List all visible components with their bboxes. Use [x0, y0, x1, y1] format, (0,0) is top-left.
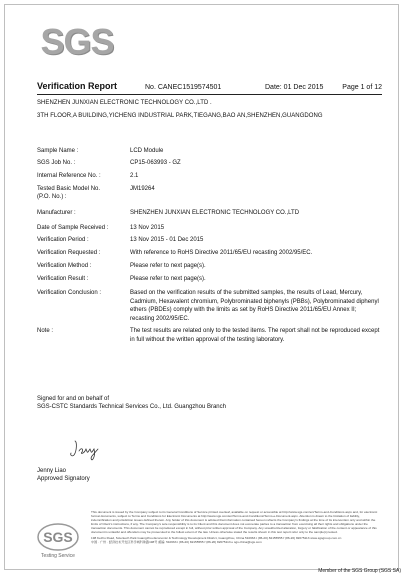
field-value: LCD Module — [130, 148, 164, 154]
seal-label: Testing Service — [41, 553, 75, 559]
field-row — [37, 236, 382, 245]
field-row — [37, 172, 382, 181]
report-number: No. CANEC1519574501 — [145, 84, 222, 91]
field-row — [37, 185, 382, 201]
field-label: Verification Period : — [37, 237, 89, 243]
field-label: Verification Result : — [37, 276, 89, 282]
report-date: Date: 01 Dec 2015 — [265, 84, 324, 91]
signature-icon — [67, 437, 107, 461]
field-value: Please refer to next page(s). — [130, 263, 206, 269]
field-row — [37, 159, 382, 168]
field-value: JM19264 — [130, 186, 155, 192]
handwritten-signature — [67, 437, 107, 466]
footer-address-cn: 中国 · 广州 · 经济技术开发区科学城科珠路198号 邮编: 510663 t (86-20) 82155555 f (86-20) 82075113 e sgs.china@sgs.com — [91, 540, 262, 544]
company-name: SHENZHEN JUNXIAN ELECTRONIC TECHNOLOGY CO.,LTD . — [37, 100, 212, 106]
report-page — [4, 4, 399, 570]
signed-for-company: SGS-CSTC Standards Technical Services Co., Ltd. Guangzhou Branch — [37, 404, 226, 410]
sgs-testing-seal — [35, 517, 81, 563]
field-label: SGS Job No. : — [37, 160, 76, 166]
field-value: The test results are related only to the tested items. The report shall not be reproduced except in full without the written approval of the testing laboratory. — [130, 328, 380, 343]
field-value: 13 Nov 2015 — [130, 225, 165, 231]
field-row — [37, 224, 382, 233]
report-title: Verification Report — [37, 81, 118, 91]
signatory-title: Approved Signatory — [37, 476, 90, 482]
field-label-line: (P.O. No.) : — [37, 194, 67, 200]
footer-address: 198 Kezhu Road, Scientech Park Guangzhou Economic & Technology Development District, Guangzhou, China 510663 t (86-20) 82155555 f (86-20) 82075113 www.sgsgroup.com.cn — [91, 536, 342, 540]
field-value: Please refer to next page(s). — [130, 276, 206, 282]
field-value: Based on the verification results of the submitted samples, the results of Lead, Mercury, Cadmium, Hexavalent chromium, Polybrominated biphenyls (PBBs), Polybrominated diphenyl ethers (PBDEs) comply with the limits as set by RoHS Directive 2011/65/EU Annex II; recasting 2002/95/EC. — [130, 290, 379, 322]
field-row — [37, 327, 382, 344]
signatory-block — [37, 467, 90, 483]
field-label-line: Tested Basic Model No. — [37, 186, 101, 192]
sgs-logo — [40, 21, 114, 63]
field-row — [37, 262, 382, 271]
field-value: CP15-063993 - GZ — [130, 160, 181, 166]
page-number: Page 1 of 12 — [342, 84, 382, 91]
sgs-seal-icon — [35, 517, 81, 563]
field-label: Verification Conclusion : — [37, 290, 102, 296]
signatory-name: Jenny Liao — [37, 468, 67, 474]
field-row — [37, 275, 382, 284]
field-label: Note : — [37, 328, 54, 334]
field-value: SHENZHEN JUNXIAN ELECTRONIC TECHNOLOGY CO.,LTD — [130, 210, 300, 216]
company-address: 3TH FLOOR,A BUILDING,YICHENG INDUSTRIAL PARK,TIEGANG,BAO AN,SHENZHEN,GUANGDONG — [37, 113, 323, 119]
sgs-group-member-note: Member of the SGS Group (SGS SA) — [318, 568, 401, 574]
footer-terms — [91, 510, 381, 566]
field-label: Verification Method : — [37, 263, 92, 269]
footer-small-print: This document is issued by the Company subject to its General Conditions of Service printed overleaf, available on request or accessible at http://www.sgs.com/en/Terms-and-Conditions.aspx and, for electronic format documents, subject to Terms and Conditions for Electronic Documents at http://www.sgs.com/en/Terms-and-Conditions/Terms-e-Document.aspx. Attention is drawn to the limitation of liability, indemnification and jurisdiction issues defined therein. Any holder of this document is advised that information contained hereon reflects the Company's findings at the time of its intervention only and within the limits of Client's instructions, if any. The Company's sole responsibility is to its Client and this document does not exonerate parties to a transaction from exercising all their rights and obligations under the transaction documents. This document cannot be reproduced except in full, without prior written approval of the Company. Any unauthorized alteration, forgery or falsification of the content or appearance of this document is unlawful and offenders may be prosecuted to the fullest extent of the law. Unless otherwise stated the results shown in this test report refer only to the sample(s) tested. — [91, 510, 378, 534]
header-divider — [37, 94, 382, 95]
field-value: 13 Nov 2015 - 01 Dec 2015 — [130, 237, 204, 243]
field-row — [37, 249, 382, 258]
field-label: Manufacturer : — [37, 210, 76, 216]
field-label: Verification Requested : — [37, 250, 101, 256]
signed-for-block — [37, 395, 226, 411]
field-label: Sample Name : — [37, 148, 79, 154]
svg-text:SGS: SGS — [43, 529, 73, 545]
signed-for-line: Signed for and on behalf of — [37, 396, 110, 402]
field-value: 2.1 — [130, 173, 139, 179]
field-value: With reference to RoHS Directive 2011/65/EU recasting 2002/95/EC. — [130, 250, 313, 256]
field-row — [37, 209, 382, 218]
field-label: Date of Sample Received : — [37, 225, 109, 231]
sgs-logo-text: SGS — [40, 21, 114, 62]
report-header — [37, 81, 382, 93]
field-label: Internal Reference No. : — [37, 173, 101, 179]
field-row — [37, 289, 382, 323]
field-label — [37, 185, 130, 201]
field-row — [37, 147, 382, 156]
